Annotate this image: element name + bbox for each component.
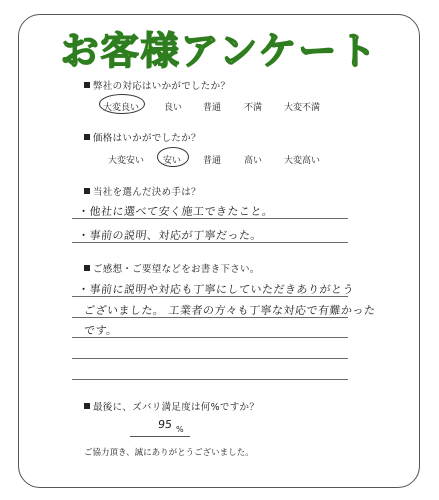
satisfaction-unit: % (176, 425, 184, 434)
option-service-4[interactable]: 大変不満 (283, 103, 321, 113)
answer-line (72, 242, 348, 243)
selected-circle-service (99, 94, 145, 114)
question-price-text: 価格はいかがでしたか？ (93, 133, 201, 144)
question-satisfaction (84, 399, 259, 413)
option-service-3[interactable]: 不満 (243, 103, 263, 113)
bullet-square-icon (84, 265, 90, 271)
answer-line (72, 358, 348, 359)
question-comments-text: ご感想・ご要望などをお書き下さい。 (93, 264, 260, 275)
bullet-square-icon (84, 403, 90, 409)
question-satisfaction-text: 最後に、ズバリ満足度は何%ですか？ (93, 402, 260, 413)
question-price (84, 130, 201, 144)
bullet-square-icon (84, 82, 90, 88)
question-service (84, 78, 230, 92)
answer-reason-2: ・事前の説明、対応が丁寧だった。 (77, 229, 263, 242)
option-service-1[interactable]: 良い (163, 103, 183, 113)
question-reason (84, 184, 201, 198)
bullet-square-icon (84, 134, 90, 140)
answer-line (72, 379, 348, 380)
selected-circle-price (157, 147, 189, 167)
question-comments (84, 261, 260, 275)
bullet-square-icon (84, 188, 90, 194)
answer-line (72, 296, 348, 297)
option-service-2[interactable]: 普通 (202, 103, 222, 113)
answer-line (72, 218, 348, 219)
question-reason-text: 当社を選んだ決め手は？ (93, 187, 201, 198)
answer-comments-1: ・事前に説明や対応も丁寧にしていただきありがとう (77, 283, 355, 296)
footer-thanks: ご協力頂き、誠にありがとうございました。 (84, 448, 254, 458)
answer-line (72, 337, 348, 338)
answer-line (72, 317, 348, 318)
option-price-0[interactable]: 大変安い (107, 156, 145, 166)
satisfaction-line (130, 436, 190, 437)
option-price-2[interactable]: 普通 (202, 156, 222, 166)
option-price-3[interactable]: 高い (243, 156, 263, 166)
answer-comments-3: です。 (83, 324, 119, 337)
option-price-4[interactable]: 大変高い (283, 156, 321, 166)
survey-title: お客様アンケート (60, 29, 379, 73)
answer-comments-2: ございました。 工業者の方々も丁寧な対応で有難かった (83, 304, 377, 317)
satisfaction-value: 95 (157, 418, 173, 431)
option-price-1[interactable]: 安い (162, 156, 182, 166)
answer-reason-1: ・他社に選べて安く施工できたこと。 (77, 205, 275, 218)
question-service-text: 弊社の対応はいかがでしたか？ (93, 81, 231, 92)
option-service-0[interactable]: 大変良い (102, 103, 140, 113)
